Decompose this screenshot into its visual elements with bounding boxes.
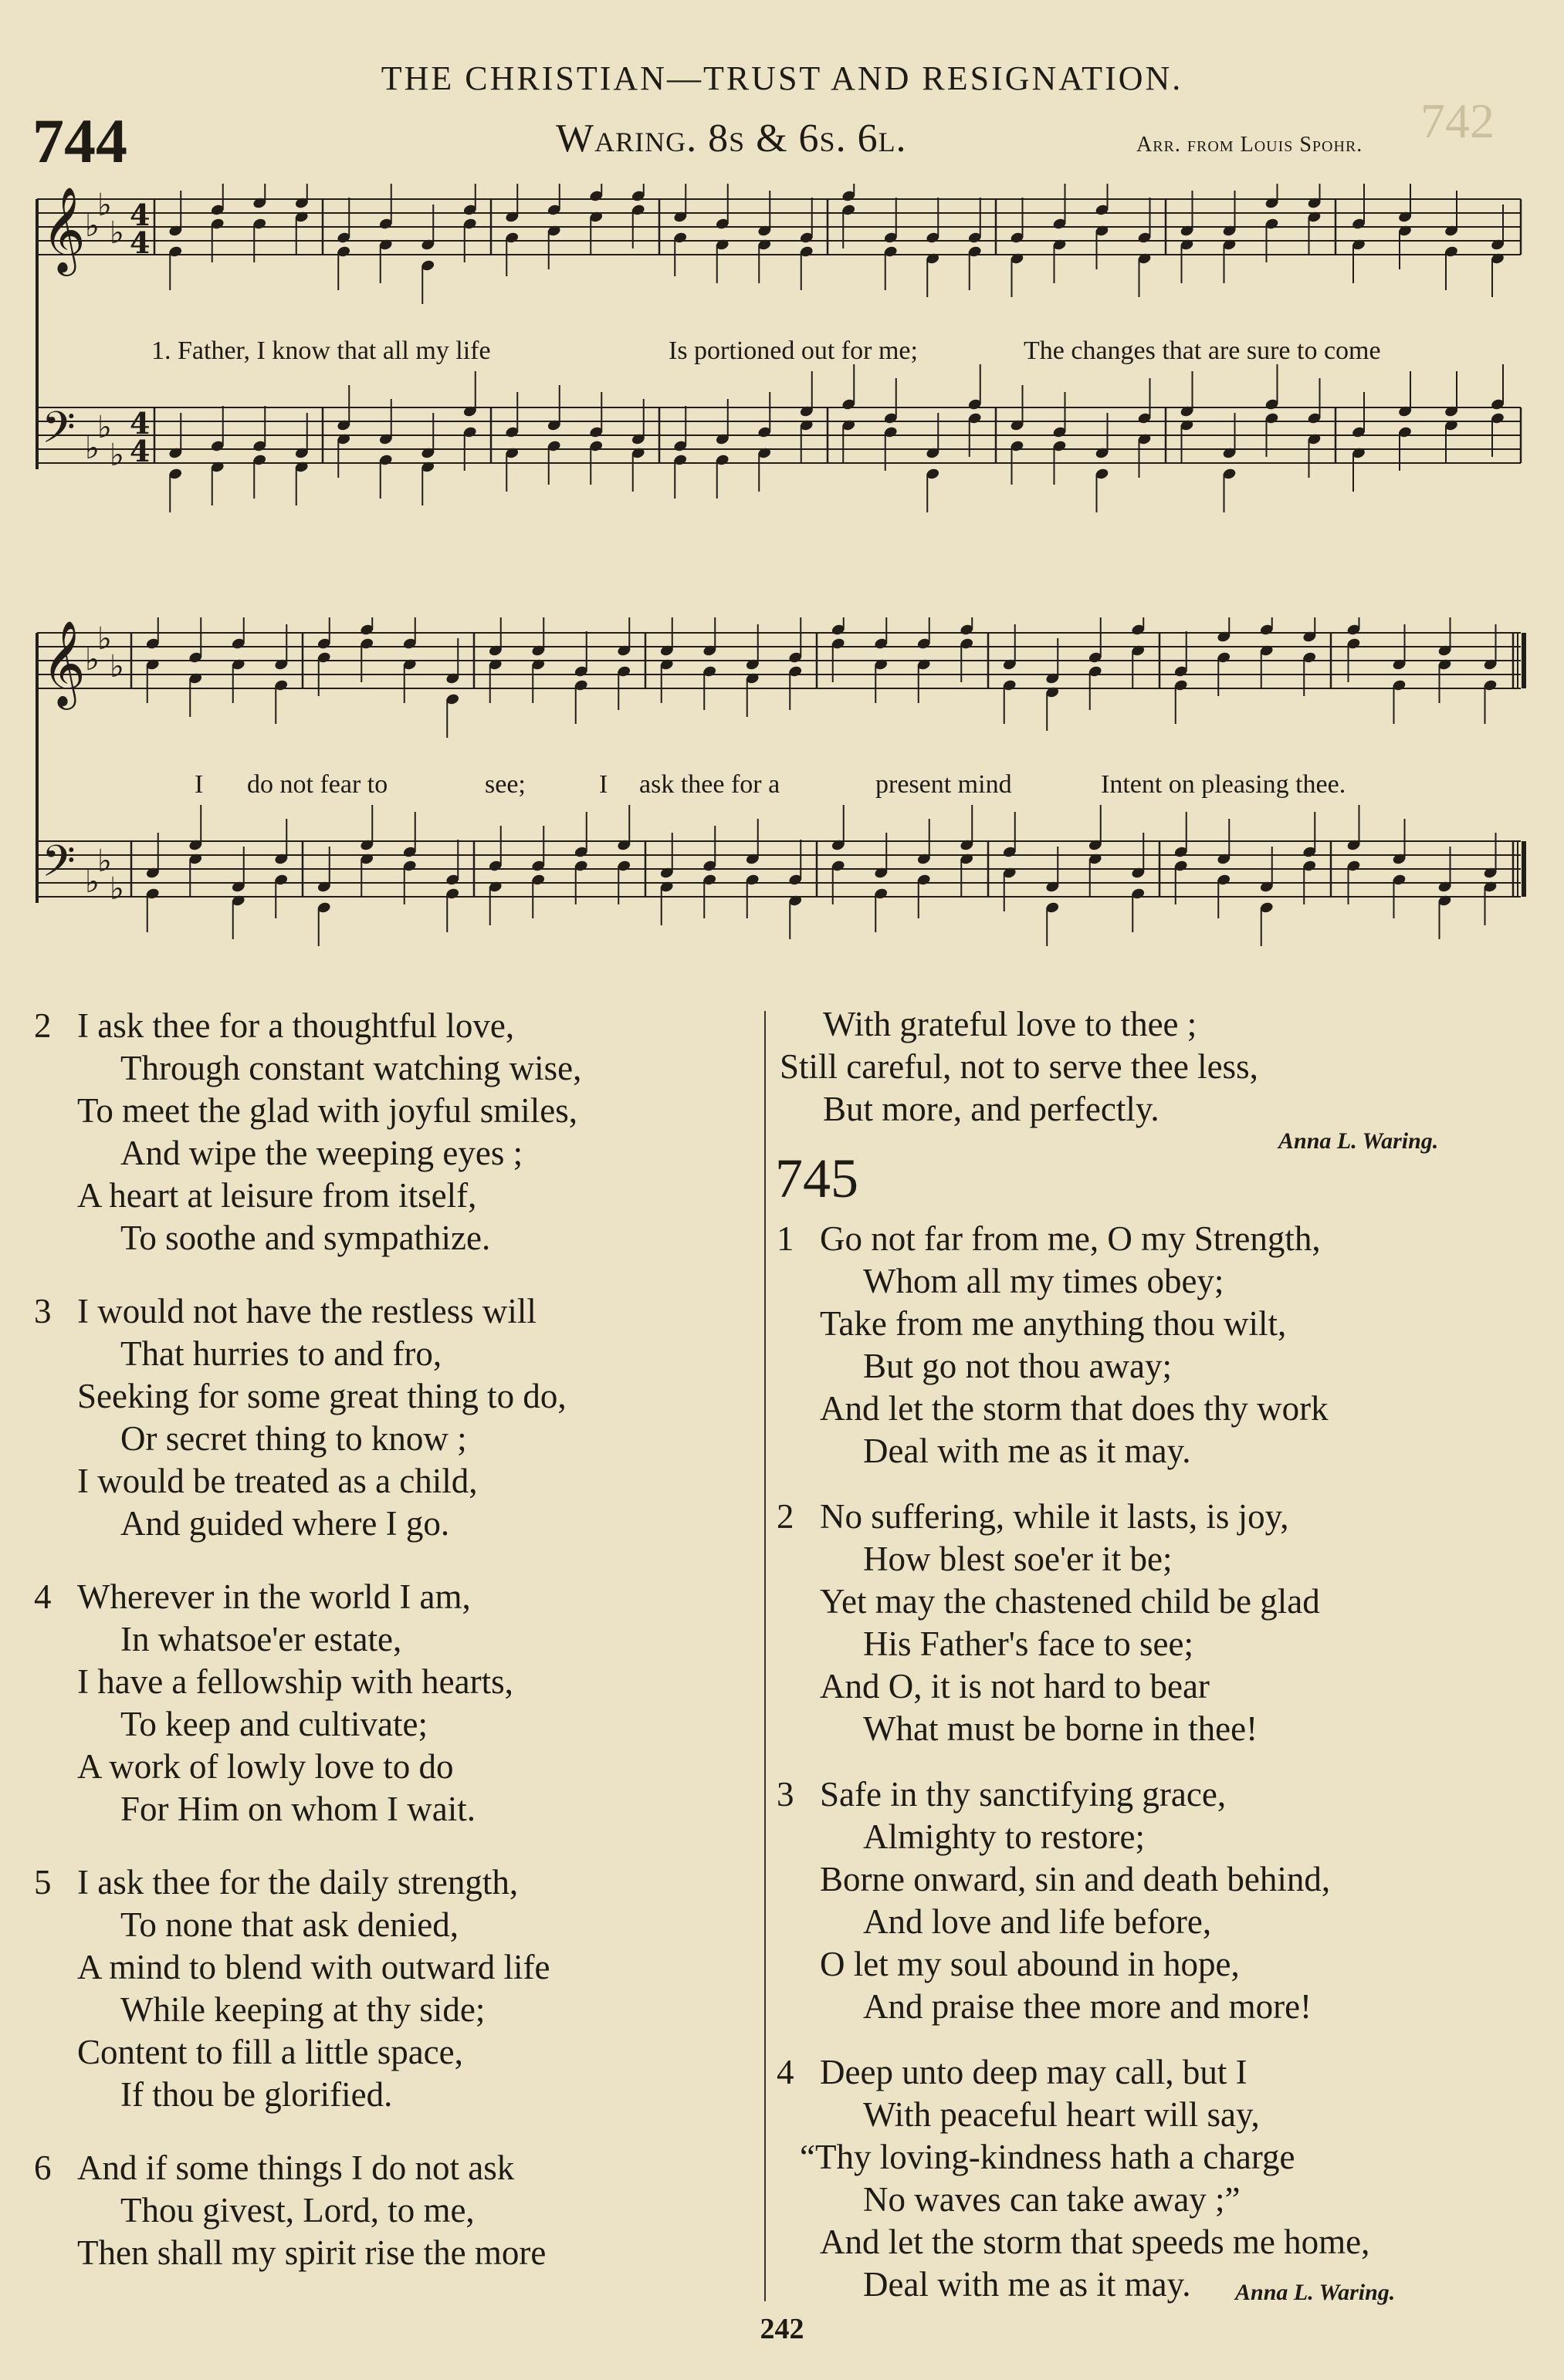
- tune-name: Waring. 8s & 6s. 6l.: [556, 117, 907, 161]
- verse-line: With peaceful heart will say,: [863, 2095, 1260, 2134]
- flat-sign-icon: ♭: [97, 843, 112, 879]
- flat-sign-icon: ♭: [110, 649, 124, 685]
- verse-5: [34, 1861, 752, 2116]
- treble-clef-icon: 𝄞: [42, 186, 86, 272]
- verse-line: “Thy loving-kindness hath a charge: [800, 2138, 1295, 2176]
- verse-number: 3: [777, 1775, 794, 1814]
- verse-line: Take from me anything thou wilt,: [820, 1304, 1287, 1343]
- hymn-744-continuation: [780, 1003, 1528, 1131]
- flat-sign-icon: ♭: [110, 438, 124, 473]
- verse-line: While keeping at thy side;: [120, 1990, 486, 2029]
- verse-line: And praise thee more and more!: [863, 1987, 1312, 2026]
- verse-line: Yet may the chastened child be glad: [820, 1582, 1320, 1621]
- verse-line: Borne onward, sin and death behind,: [820, 1860, 1331, 1898]
- arranger-credit: Arr. from Louis Spohr.: [1136, 133, 1363, 157]
- verse-line: A heart at leisure from itself,: [77, 1176, 477, 1215]
- verse-line: Or secret thing to know ;: [120, 1419, 467, 1458]
- verse-line: I would not have the restless will: [77, 1292, 537, 1330]
- lyric-segment: do not fear to: [247, 770, 388, 799]
- verse-line: And wipe the weeping eyes ;: [120, 1134, 523, 1172]
- verse-line: What must be borne in thee!: [863, 1709, 1258, 1748]
- verse-line: Deep unto deep may call, but I: [820, 2053, 1247, 2091]
- bass-clef-icon: 𝄢: [42, 403, 76, 464]
- verse-line: His Father's face to see;: [863, 1624, 1193, 1663]
- bass-clef-icon: 𝄢: [42, 837, 76, 898]
- flat-sign-icon: ♭: [85, 208, 100, 244]
- verse-line: Through constant watching wise,: [120, 1049, 582, 1087]
- verse-line: Deal with me as it may.: [863, 1432, 1191, 1470]
- column-divider: [764, 1011, 766, 2301]
- verse-line: And O, it is not hard to bear: [820, 1667, 1210, 1706]
- page-number: 242: [760, 2313, 804, 2345]
- verse-line: But more, and perfectly.: [823, 1090, 1159, 1128]
- verse-line: If thou be glorified.: [120, 2075, 393, 2114]
- verse-line: O let my soul abound in hope,: [820, 1945, 1240, 1983]
- flat-sign-icon: ♭: [97, 621, 112, 657]
- lyric-segment: present mind: [875, 770, 1012, 799]
- author-attribution: Anna L. Waring.: [1278, 1128, 1439, 1154]
- verse-line: Safe in thy sanctifying grace,: [820, 1775, 1227, 1814]
- verse-line: Content to fill a little space,: [77, 2033, 463, 2071]
- verse-line: I have a fellowship with hearts,: [77, 1662, 513, 1701]
- verse-line: That hurries to and fro,: [120, 1334, 442, 1373]
- flat-sign-icon: ♭: [110, 215, 124, 251]
- flat-sign-icon: ♭: [85, 642, 100, 678]
- verse-line: In whatsoe'er estate,: [120, 1620, 402, 1658]
- hymn-number-744: 744: [32, 106, 127, 176]
- verse-line: And guided where I go.: [120, 1504, 450, 1543]
- verse-line: Then shall my spirit rise the more: [77, 2233, 547, 2272]
- verse-line: To none that ask denied,: [120, 1905, 459, 1944]
- verse-line: No suffering, while it lasts, is joy,: [820, 1497, 1289, 1536]
- verse-line: Whom all my times obey;: [863, 1262, 1224, 1300]
- flat-sign-icon: ♭: [97, 410, 112, 445]
- verse-line: I ask thee for the daily strength,: [77, 1863, 519, 1902]
- hymn-744-verses: [34, 1005, 752, 2274]
- verse-line: For Him on whom I wait.: [120, 1790, 476, 1828]
- lyric-segment: The changes that are sure to come: [1024, 336, 1381, 365]
- time-signature: 4: [130, 434, 151, 468]
- lyric-segment: see;: [485, 770, 526, 799]
- verse-3: [777, 1773, 1533, 2028]
- verse-line: A work of lowly love to do: [77, 1747, 454, 1786]
- verse-number: 2: [777, 1497, 794, 1536]
- verse-number: 4: [777, 2053, 794, 2091]
- verse-line: I ask thee for a thoughtful love,: [77, 1006, 515, 1045]
- verse-number: 5: [34, 1863, 52, 1902]
- lyric-segment: ask thee for a: [639, 770, 780, 799]
- treble-clef-icon: 𝄞: [42, 620, 86, 706]
- verse-line: Seeking for some great thing to do,: [77, 1377, 567, 1415]
- verse-line: But go not thou away;: [863, 1347, 1172, 1385]
- page-header: THE CHRISTIAN—TRUST AND RESIGNATION.: [381, 59, 1183, 97]
- lyric-segment: I: [195, 770, 204, 799]
- verse-line: How blest soe'er it be;: [863, 1540, 1173, 1578]
- flat-sign-icon: ♭: [97, 188, 112, 223]
- flat-sign-icon: ♭: [85, 864, 100, 900]
- hymn-number-745: 745: [775, 1148, 858, 1209]
- verse-line: To soothe and sympathize.: [120, 1219, 491, 1257]
- verse-line: To keep and cultivate;: [120, 1705, 428, 1743]
- lyric-segment: Intent on pleasing thee.: [1101, 770, 1346, 799]
- verse-number: 1: [777, 1219, 794, 1258]
- show-through-text: 742: [1420, 93, 1495, 148]
- verse-number: 2: [34, 1006, 52, 1045]
- time-signature: 4: [130, 406, 151, 441]
- time-signature: 4: [130, 198, 151, 232]
- verse-2: [777, 1496, 1533, 1750]
- hymn-745-verses: [777, 1218, 1533, 2306]
- verse-4: [34, 1576, 752, 1831]
- verse-line: With grateful love to thee ;: [823, 1005, 1197, 1043]
- verse-line: And if some things I do not ask: [77, 2148, 515, 2187]
- lyric-segment: 1. Father, I know that all my life: [151, 336, 491, 365]
- lyric-segment: I: [599, 770, 608, 799]
- verse-1: [777, 1218, 1533, 1472]
- verse-number: 4: [34, 1577, 52, 1616]
- verse-6: [34, 2147, 752, 2274]
- lyric-segment: Is portioned out for me;: [669, 336, 918, 365]
- flat-sign-icon: ♭: [110, 871, 124, 907]
- verse-number: 6: [34, 2148, 52, 2187]
- verse-line: To meet the glad with joyful smiles,: [77, 1091, 577, 1130]
- verse-line: Still careful, not to serve thee less,: [780, 1047, 1258, 1086]
- verse-4: [777, 2051, 1533, 2306]
- verse-line: Go not far from me, O my Strength,: [820, 1219, 1321, 1258]
- time-signature: 4: [130, 225, 151, 260]
- flat-sign-icon: ♭: [85, 431, 100, 466]
- verse-2: [34, 1005, 752, 1259]
- verse-line: I would be treated as a child,: [77, 1462, 478, 1500]
- verse-number: 3: [34, 1292, 52, 1330]
- verse-line: A mind to blend with outward life: [77, 1948, 550, 1986]
- verse-line: Wherever in the world I am,: [77, 1577, 471, 1616]
- verse-3: [34, 1290, 752, 1545]
- verse-line: Thou givest, Lord, to me,: [120, 2191, 475, 2230]
- author-attribution: Anna L. Waring.: [1235, 2280, 1396, 2305]
- verse-line: And love and life before,: [863, 1902, 1212, 1941]
- verse-line: And let the storm that speeds me home,: [820, 2223, 1370, 2261]
- verse-line: Deal with me as it may.: [863, 2265, 1191, 2304]
- verse-line: Almighty to restore;: [863, 1817, 1145, 1856]
- verse-line: And let the storm that does thy work: [820, 1389, 1329, 1428]
- verse-line: No waves can take away ;”: [863, 2180, 1241, 2219]
